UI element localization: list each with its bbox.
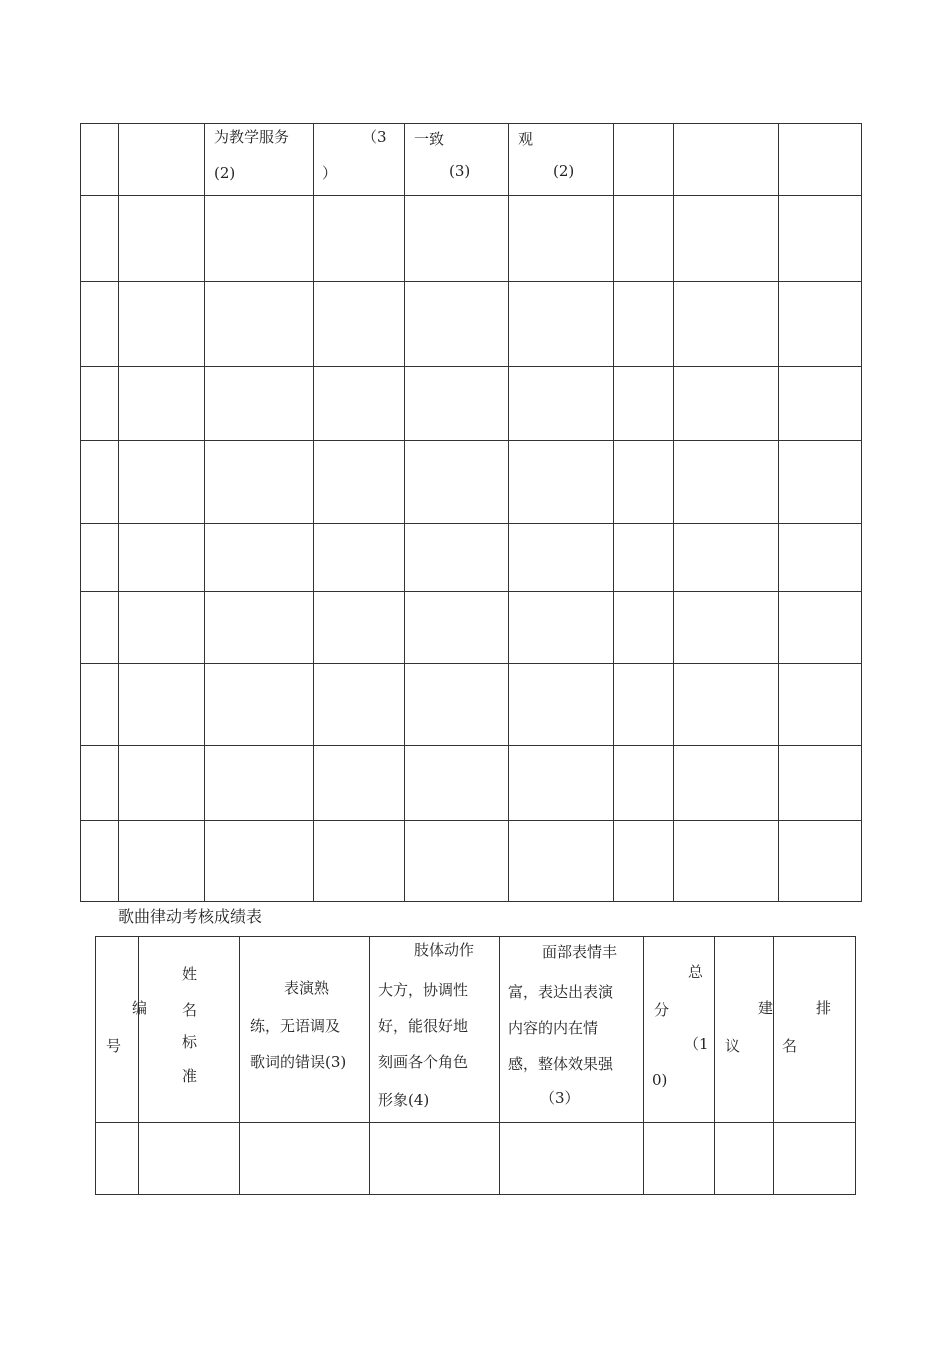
table-row — [81, 524, 862, 592]
scoring-table-continued — [80, 123, 862, 902]
header-cell-performance — [240, 937, 370, 1123]
header-text: 标 — [182, 1033, 198, 1051]
header-cell-teaching — [205, 124, 314, 196]
header-text: (3) — [449, 162, 471, 180]
header-text: 姓 — [182, 965, 198, 983]
header-text: 刻画各个角色 — [378, 1053, 469, 1071]
header-cell-suggestion — [715, 937, 774, 1123]
header-text: 分 — [654, 1001, 670, 1019]
header-text: 观 — [518, 130, 534, 148]
header-text: 名 — [782, 1037, 798, 1055]
table-row — [81, 282, 862, 367]
table-caption: 歌曲律动考核成绩表 — [118, 907, 263, 926]
header-text: ） — [322, 164, 338, 182]
header-text: (2) — [553, 162, 575, 180]
table-row — [96, 1123, 856, 1195]
header-text: 总 — [688, 963, 704, 981]
cell — [81, 124, 119, 196]
header-cell-consistent — [405, 124, 509, 196]
header-text: 肢体动作 — [414, 941, 475, 959]
header-text: 感，整体效果强 — [508, 1055, 614, 1073]
header-text: 形象(4) — [378, 1091, 430, 1109]
cell — [614, 124, 674, 196]
table-row — [81, 196, 862, 282]
table-row — [81, 664, 862, 746]
header-text: 名 — [182, 1001, 198, 1019]
header-text: 建 — [758, 999, 774, 1017]
cell — [674, 124, 779, 196]
header-text: 议 — [725, 1037, 741, 1055]
cell — [119, 124, 205, 196]
header-cell-score3 — [314, 124, 405, 196]
header-cell-number — [96, 937, 148, 1123]
header-cell-name-standard — [139, 937, 240, 1123]
header-text: 编 — [132, 999, 148, 1017]
header-text: 排 — [816, 999, 832, 1017]
table1-header-row — [81, 124, 862, 196]
header-text: 歌词的错误(3) — [250, 1053, 347, 1071]
header-text: 内容的内在情 — [508, 1019, 599, 1037]
header-text: 为教学服务 — [214, 128, 290, 146]
header-text: （1 — [684, 1035, 709, 1053]
header-text: 练，无语调及 — [250, 1017, 341, 1035]
header-text: （3 — [362, 128, 387, 146]
table-row — [81, 441, 862, 524]
header-text: 富，表达出表演 — [508, 983, 614, 1001]
table-row — [81, 821, 862, 902]
header-text: 好，能很好地 — [378, 1017, 469, 1035]
table-row — [81, 367, 862, 441]
header-text: (2) — [214, 164, 236, 182]
header-text: 面部表情丰 — [542, 943, 618, 961]
table-row — [81, 592, 862, 664]
header-cell-total-score — [644, 937, 715, 1123]
header-text: 一致 — [414, 130, 445, 148]
header-text: 准 — [182, 1067, 198, 1085]
header-text: 表演熟 — [284, 979, 330, 997]
song-rhythm-score-table — [95, 936, 856, 1195]
header-cell-facial-expression — [500, 937, 644, 1123]
header-text: 0) — [652, 1071, 668, 1089]
cell — [779, 124, 862, 196]
header-text: 大方，协调性 — [378, 981, 469, 999]
header-cell-view — [509, 124, 614, 196]
header-cell-ranking — [774, 937, 856, 1123]
table-row — [81, 746, 862, 821]
header-cell-body-movement — [370, 937, 500, 1123]
header-text: 号 — [106, 1037, 122, 1055]
table2-header-row — [96, 937, 856, 1123]
header-text: （3） — [540, 1089, 580, 1107]
